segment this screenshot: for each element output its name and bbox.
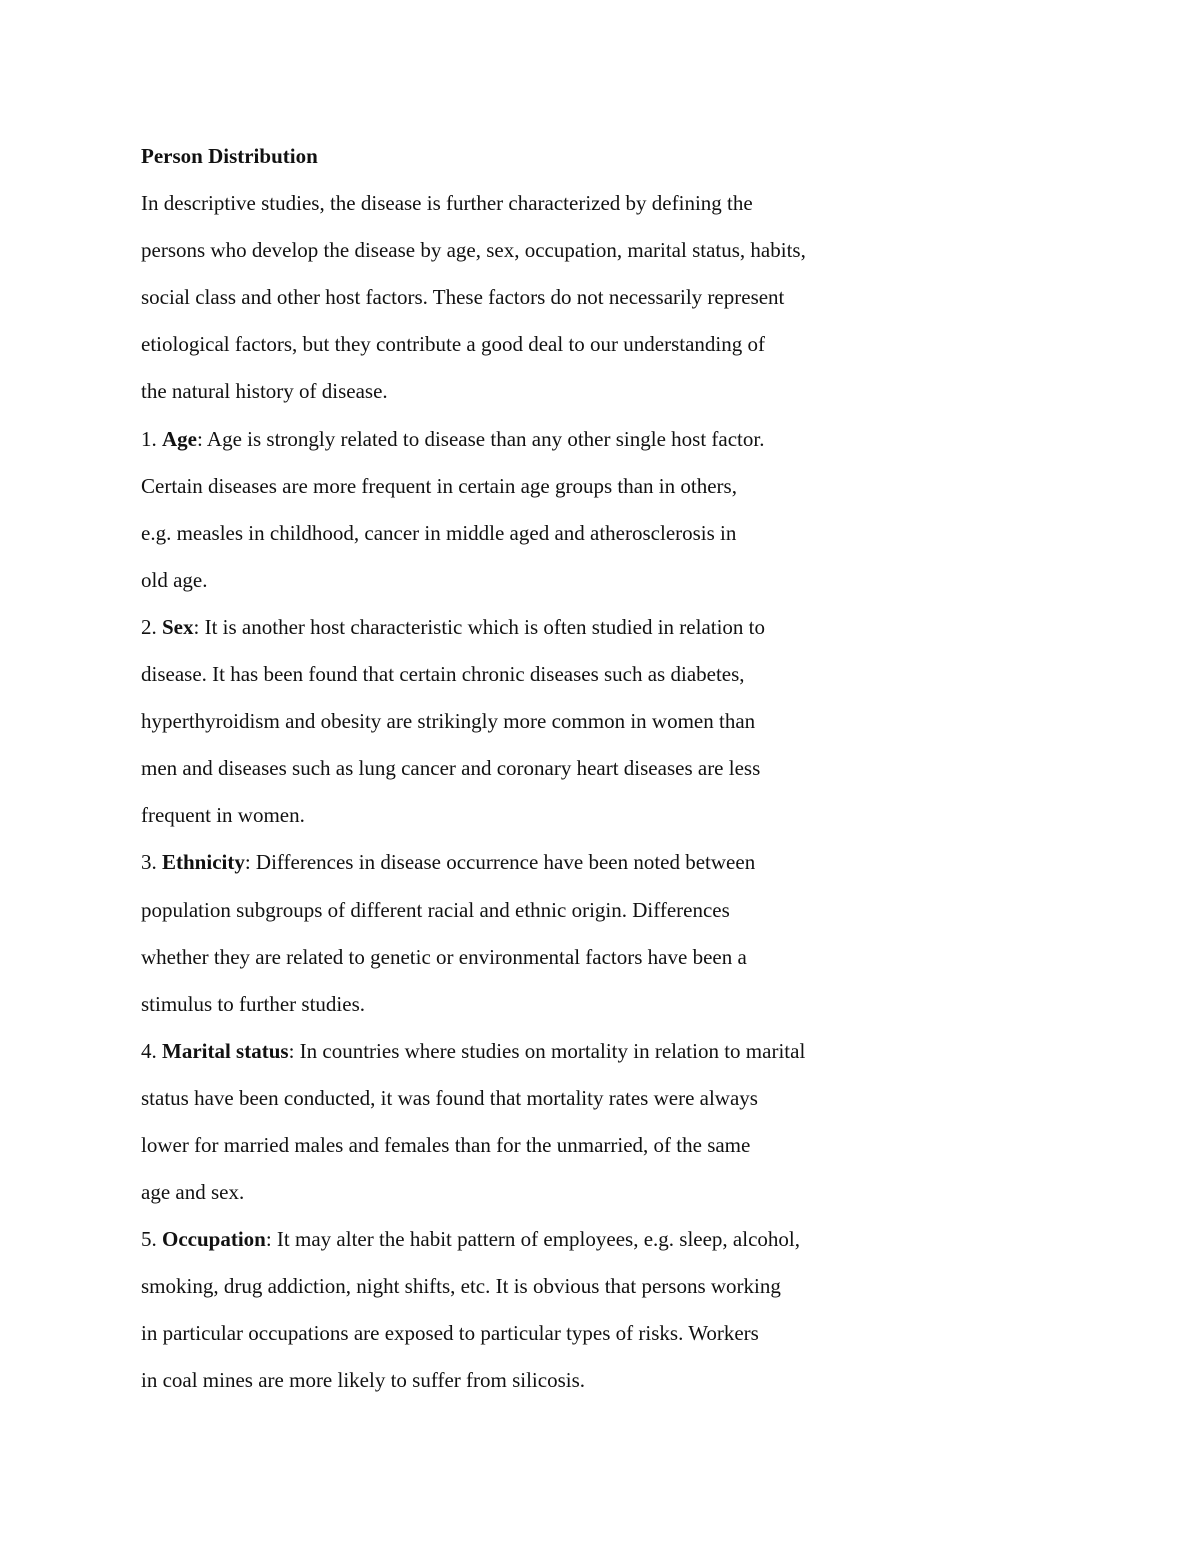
- list-item-first-line: [141, 839, 941, 886]
- paragraph-line: hyperthyroidism and obesity are strikingly more common in women than: [141, 709, 756, 734]
- paragraph-line: stimulus to further studies.: [141, 991, 365, 1016]
- paragraph-line: in particular occupations are exposed to particular types of risks. Workers: [141, 1321, 759, 1346]
- paragraph-line: persons who develop the disease by age, sex, occupation, marital status, habits,: [141, 238, 806, 263]
- list-item-term: Occupation: [162, 1227, 266, 1252]
- paragraph-line: old age.: [141, 567, 208, 592]
- list-item-first-line: [141, 416, 941, 463]
- paragraph-line: social class and other host factors. These factors do not necessarily represent: [141, 285, 785, 310]
- list-item-first-line: [141, 1216, 941, 1263]
- list-item-number: 1.: [141, 426, 162, 451]
- list-item-marital-status: [141, 1028, 941, 1216]
- list-item-text: : It is another host characteristic which is often studied in relation to: [193, 614, 766, 639]
- list-item-text: : It may alter the habit pattern of employees, e.g. sleep, alcohol,: [265, 1227, 800, 1252]
- paragraph-line: age and sex.: [141, 1180, 245, 1205]
- paragraph-line: e.g. measles in childhood, cancer in middle aged and atherosclerosis in: [141, 520, 737, 545]
- list-item-number: 4.: [141, 1038, 162, 1063]
- list-item-text: : In countries where studies on mortality in relation to marital: [288, 1038, 806, 1063]
- intro-paragraph: [141, 180, 941, 415]
- list-item-number: 5.: [141, 1227, 162, 1252]
- list-item-term: Marital status: [162, 1038, 289, 1063]
- paragraph-line: In descriptive studies, the disease is further characterized by defining the: [141, 191, 753, 216]
- paragraph-line: lower for married males and females than for the unmarried, of the same: [141, 1132, 751, 1157]
- list-item-number: 2.: [141, 614, 162, 639]
- paragraph-line: in coal mines are more likely to suffer from silicosis.: [141, 1368, 586, 1393]
- paragraph-line: frequent in women.: [141, 803, 305, 828]
- paragraph-line: smoking, drug addiction, night shifts, etc. It is obvious that persons working: [141, 1274, 781, 1299]
- paragraph-line: status have been conducted, it was found that mortality rates were always: [141, 1085, 758, 1110]
- section-heading: Person Distribution: [141, 144, 318, 168]
- paragraph-line: Certain diseases are more frequent in certain age groups than in others,: [141, 473, 737, 498]
- paragraph-line: population subgroups of different racial and ethnic origin. Differences: [141, 897, 730, 922]
- list-item-term: Ethnicity: [162, 850, 245, 875]
- paragraph-line: etiological factors, but they contribute a good deal to our understanding of: [141, 332, 765, 357]
- document-body: [141, 133, 941, 1405]
- list-item-term: Age: [162, 426, 197, 451]
- list-item-first-line: [141, 1028, 941, 1075]
- list-item-number: 3.: [141, 850, 162, 875]
- list-item-text: : Age is strongly related to disease than any other single host factor.: [197, 426, 765, 451]
- paragraph-line: whether they are related to genetic or environmental factors have been a: [141, 944, 747, 969]
- list-item-text: : Differences in disease occurrence have been noted between: [244, 850, 756, 875]
- paragraph-line: men and diseases such as lung cancer and coronary heart diseases are less: [141, 756, 761, 781]
- paragraph-line: disease. It has been found that certain chronic diseases such as diabetes,: [141, 662, 745, 687]
- list-item-first-line: [141, 604, 941, 651]
- list-item-occupation: [141, 1216, 941, 1404]
- list-item-term: Sex: [162, 614, 194, 639]
- paragraph-line: the natural history of disease.: [141, 379, 388, 404]
- list-item-age: [141, 416, 941, 604]
- list-item-sex: [141, 604, 941, 839]
- list-item-ethnicity: [141, 839, 941, 1027]
